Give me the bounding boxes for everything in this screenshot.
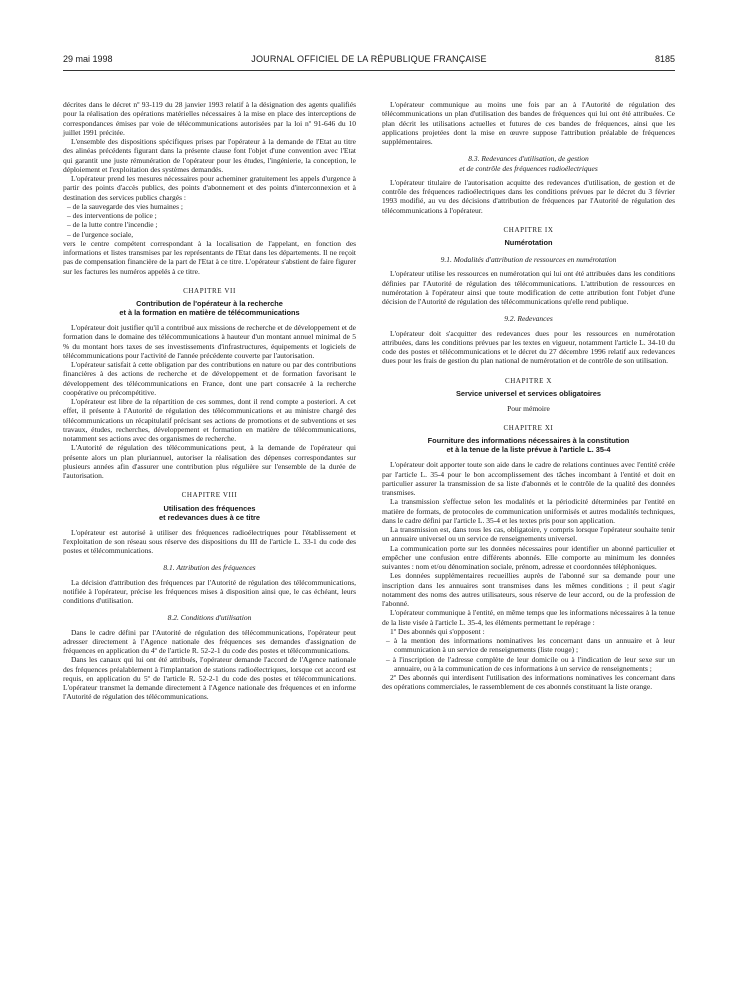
paragraph: L'opérateur titulaire de l'autorisation acquitte des redevances d'utilisation, de gestion et de contrôle des fréquences radioélectriques dans les conditions prévues par le décret du 3 février 1993 modifié, au vu des décisions d'attribution de fréquences par l'Autorité de régulation des télécommunications à l'opérateur. bbox=[382, 177, 675, 215]
section-heading-line: 8.3. Redevances d'utilisation, de gestion bbox=[468, 154, 589, 164]
paragraph: L'Autorité de régulation des télécommunications peut, à la demande de l'opérateur qui présente alors un plan pluriannuel, autoriser la réalisation des dépenses correspondantes sur plusieurs années afin d'assurer une contribution plus régulière sur l'ensemble de la durée de l'autorisation. bbox=[63, 443, 356, 480]
paragraph: L'opérateur doit s'acquitter des redevances dues pour les ressources en numérotation attribuées, dans les conditions prévues par les textes en vigueur, notamment l'article L. 34-10 du code des postes et télécommunications et le décret du 27 décembre 1996 relatif aux redevances dues pour les frais de gestion du plan national de numérotation et de contrôle de son utilisation. bbox=[382, 328, 675, 366]
chapter-title-line: Utilisation des fréquences bbox=[163, 503, 256, 513]
chapter-label: CHAPITRE VII bbox=[183, 286, 236, 295]
chapter-title: Service universel et services obligatoires bbox=[455, 388, 602, 398]
chapter-label: CHAPITRE XI bbox=[503, 424, 554, 432]
chapter-title: Numérotation bbox=[504, 238, 553, 247]
journal-title: JOURNAL OFFICIEL DE LA RÉPUBLIQUE FRANÇAISE bbox=[251, 54, 487, 64]
paragraph: 1º Des abonnés qui s'opposent : bbox=[390, 626, 485, 636]
list-item: – des interventions de police ; bbox=[67, 211, 157, 220]
paragraph: L'opérateur est libre de la répartition de ces sommes, dont il rend compte a posteriori. A cet effet, il présente à l'Autorité de régulation des télécommunications et au ministre chargé des télécommunications un récapitulatif précisant ses actions de promotions et de subventions et ses travaux, études, recherches, développement et formation en matière de télécommunications, notamment ses actions avec des organismes de recherche. bbox=[63, 397, 356, 443]
paragraph: L'opérateur utilise les ressources en numérotation qui lui ont été attribuées dans les conditions définies par l'Autorité de régulation des télécommunications. L'attribution de ressources en numérotation à l'opérateur ainsi que toute modification de cette attribution font l'objet d'une décision de l'Autorité de régulation des télécommunications qu'elle rend publique. bbox=[382, 269, 675, 306]
right-column bbox=[382, 100, 675, 692]
chapter-title-line: et redevances dues à ce titre bbox=[158, 512, 261, 522]
chapter-title bbox=[63, 504, 356, 522]
section-heading bbox=[382, 154, 675, 173]
chapter-label: CHAPITRE X bbox=[504, 376, 553, 385]
chapter-title-line: et à la tenue de la liste prévue à l'article L. 35-4 bbox=[446, 445, 611, 455]
paragraph: L'opérateur communique à l'entité, en même temps que les informations nécessaires à la tenue de la liste visée à l'article L. 35-4, les éléments permettant le repérage : bbox=[382, 608, 675, 627]
paragraph: 2º Des abonnés qui interdisent l'utilisation des informations nominatives les concernant dans des opérations commerciales, le rassemblement de ces abonnés constituant la liste orange. bbox=[382, 673, 675, 692]
section-heading: 8.1. Attribution des fréquences bbox=[163, 563, 256, 573]
paragraph: Les données supplémentaires recueillies auprès de l'abonné sur sa demande pour une inscription dans les annuaires sont transmises dans les mêmes conditions ; il peut s'agir notamment des noms des autres utilisateurs, sous réserve de leur accord, ou de la profession de l'abonné. bbox=[382, 571, 675, 608]
page-number: 8185 bbox=[654, 54, 675, 64]
publication-date: 29 mai 1998 bbox=[63, 54, 113, 64]
paragraph: L'opérateur satisfait à cette obligation par des contributions en nature ou par des contributions financières à des actions de recherche et de développement et de formation favorisant le développement des télécommunications en France, dont une part consacrée à la recherche coopérative ou précompétitive. bbox=[63, 360, 356, 397]
chapter-title-line: Fourniture des informations nécessaires à la constitution bbox=[427, 436, 630, 446]
chapter-title bbox=[63, 299, 356, 317]
chapter-title-line: et à la formation en matière de télécommunications bbox=[119, 308, 300, 317]
paragraph: décrites dans le décret nº 93-119 du 28 janvier 1993 relatif à la désignation des agents qualifiés pour la réalisation des opérations matérielles nécessaires à la mise en place des interceptions de correspondances émises par voie de télécommunications autorisées par la loi nº 91-646 du 10 juillet 1991 précitée. bbox=[63, 100, 356, 137]
chapter-title-line: Contribution de l'opérateur à la recherche bbox=[136, 299, 283, 308]
section-heading: 8.2. Conditions d'utilisation bbox=[167, 613, 252, 623]
list-item: – de la lutte contre l'incendie ; bbox=[67, 220, 158, 230]
section-heading: 9.2. Redevances bbox=[504, 314, 553, 324]
paragraph: La communication porte sur les données nécessaires pour identifier un abonné particulier et empêcher une confusion entre différents abonnés. Elle comporte au minimum les données suivantes : nom et/ou dénomination sociale, prénom, adresse et coordonnées téléphoniques. bbox=[382, 543, 675, 571]
list-item: – à l'inscription de l'adresse complète de leur domicile ou à l'indication de leur sexe sur un annuaire, ou à la communication de ces informations à un service de renseignements ; bbox=[386, 654, 675, 673]
left-column bbox=[63, 100, 356, 702]
memo-note: Pour mémoire bbox=[507, 403, 550, 413]
paragraph: L'opérateur communique au moins une fois par an à l'Autorité de régulation des télécommunications un plan d'utilisation des bandes de fréquences qui lui ont été attribuées. Ce plan décrit les utilisations actuelles et futures de ces bandes de fréquences, ainsi que les applications projetées dont la mise en œuvre suppose l'attribution préalable de fréquences supplémentaires. bbox=[382, 100, 675, 146]
list-item: – de l'urgence sociale, bbox=[67, 229, 134, 239]
paragraph: L'opérateur prend les mesures nécessaires pour acheminer gratuitement les appels d'urgence à partir des points d'accès publics, des points d'abonnement et des points d'interconnexion et à destination des services publics chargés : bbox=[63, 174, 356, 202]
chapter-label: CHAPITRE VIII bbox=[181, 491, 238, 500]
paragraph: La décision d'attribution des fréquences par l'Autorité de régulation des télécommunications, notifiée à l'opérateur, précise les fréquences mises à disposition ainsi que, le cas échéant, leurs conditions d'utilisation. bbox=[63, 577, 356, 605]
chapter-title bbox=[382, 436, 675, 454]
chapter-label: CHAPITRE IX bbox=[503, 225, 554, 234]
paragraph: L'opérateur doit apporter toute son aide dans le cadre de relations continues avec l'entité créée par l'article L. 35-4 pour le bon accomplissement des tâches incombant à l'entité et doit en particulier assurer la transmission de sa liste d'abonnés et le contrôle de la qualité des données transmises. bbox=[382, 460, 675, 497]
page-header bbox=[63, 54, 675, 68]
paragraph: L'opérateur doit justifier qu'il a contribué aux missions de recherche et de développement et de formation dans le domaine des télécommunications à hauteur d'un montant annuel minimal de 5 % du montant hors taxes de ses investissements d'infrastructures, équipements et logiciels de télécommunications pour l'activité de l'année précédente couverte par l'autorisation. bbox=[63, 323, 356, 360]
section-heading-line: et de contrôle des fréquences radioélectriques bbox=[459, 163, 598, 173]
paragraph: La transmission est, dans tous les cas, obligatoire, y compris lorsque l'opérateur souhaite tenir un annuaire universel ou un service de renseignements universel. bbox=[382, 525, 675, 544]
paragraph: vers le centre compétent correspondant à la localisation de l'appelant, en fonction des informations et listes transmises par les représentants de l'Etat dans les départements. Il ne reçoit pas de compensation financière de la part de l'Etat à ce titre. L'opérateur s'abstient de faire figurer sur les factures les numéros appelés à ce titre. bbox=[63, 238, 356, 276]
paragraph: L'opérateur est autorisé à utiliser des fréquences radioélectriques pour l'établissement et l'exploitation de son réseau sous réserve des dispositions du III de l'article L. 33-1 du code des postes et télécommunications. bbox=[63, 527, 356, 555]
header-rule bbox=[63, 70, 675, 71]
list-item: – de la sauvegarde des vies humaines ; bbox=[67, 201, 184, 211]
list-item: – à la mention des informations nominatives les concernant dans un annuaire et à leur communication à un service de renseignements (liste rouge) ; bbox=[386, 636, 675, 655]
paragraph: Dans le cadre défini par l'Autorité de régulation des télécommunications, l'opérateur peut adresser directement à l'Agence nationale des fréquences ses demandes d'assignation de fréquences en application du 4º de l'article R. 52-2-1 du code des postes et télécommunications. bbox=[63, 627, 356, 655]
paragraph: La transmission s'effectue selon les modalités et la périodicité déterminées par l'entité en matière de formats, de protocoles de communication uniformisés et autres modalités techniques, dans le cadre défini par l'article L. 35-4 et les textes pris pour son application. bbox=[382, 497, 675, 525]
section-heading: 9.1. Modalités d'attribution de ressources en numérotation bbox=[440, 255, 617, 264]
paragraph: Dans les canaux qui lui ont été attribués, l'opérateur demande l'accord de l'Agence nationale des fréquences préalablement à l'implantation de stations radioélectriques, lorsque cet accord est requis, en application du 5º de l'article R. 52-2-1 du code des postes et télécommunications. L'opérateur transmet la demande directement à l'Agence nationale des fréquences et en informe l'Autorité de régulation des télécommunications. bbox=[63, 655, 356, 702]
paragraph: L'ensemble des dispositions spécifiques prises par l'opérateur à la demande de l'Etat au titre des alinéas précédents figurant dans la présente clause font l'objet d'une convention avec l'Etat qui garantit une juste rémunération de l'opérateur pour les études, l'ingénierie, la conception, le déploiement et l'exploitation des systèmes demandés. bbox=[63, 137, 356, 174]
